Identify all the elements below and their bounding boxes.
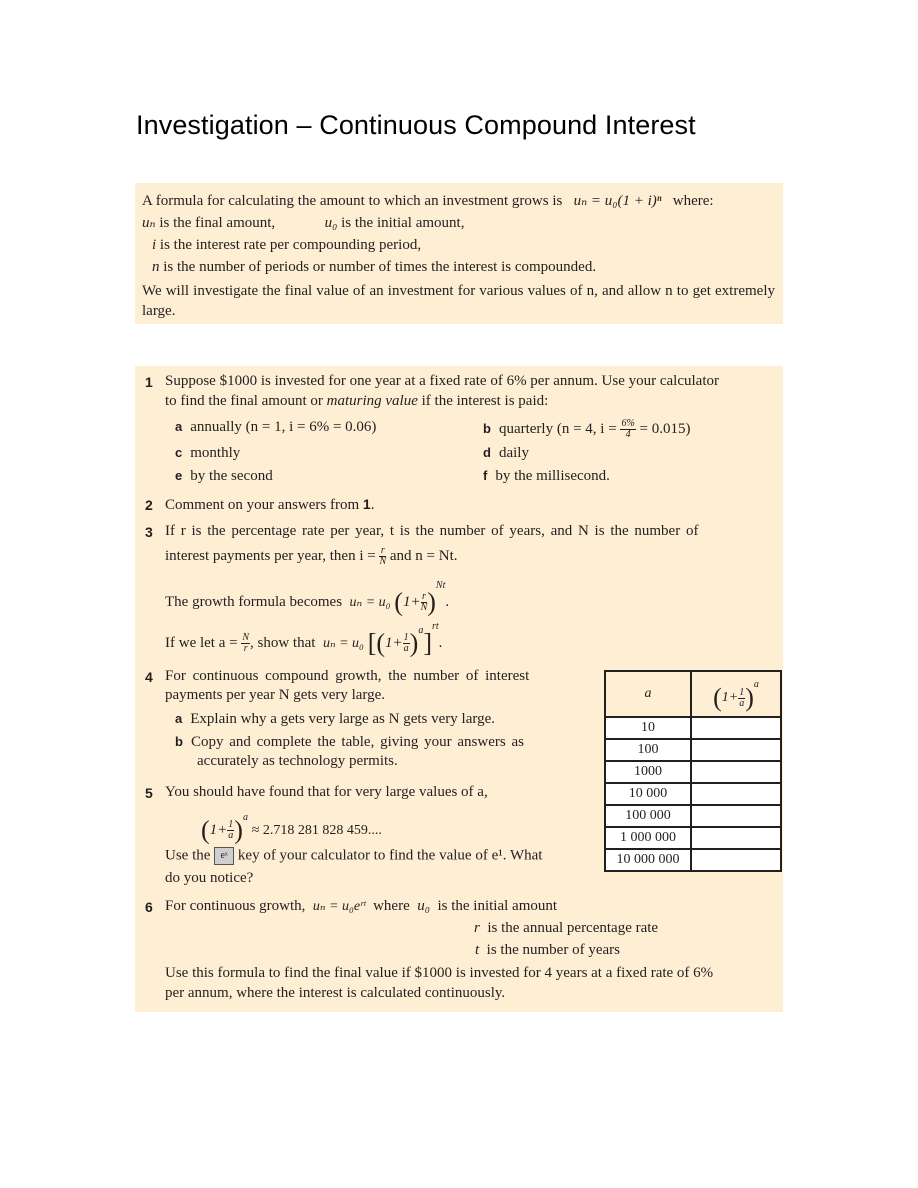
q5-approx-line: (1+ $\frac{1}{a}$ )$^a$ ≈ 2.718 281 828 459.... (201, 812, 382, 845)
table-cell-a: 10 000 000 (605, 849, 691, 871)
q5-last-line: do you notice? (165, 870, 254, 886)
table-cell-answer[interactable] (691, 761, 781, 783)
q6-u0-text: is the initial amount (437, 898, 558, 914)
q3-line2-post: and n = Nt. (389, 547, 458, 564)
questions-box (135, 366, 783, 1012)
q3-frac-den: N (379, 556, 387, 567)
q4-line1: For continuous compound growth, the number of interest (165, 668, 530, 684)
q3-line1: If r is the percentage rate per year, t is the number of years, and N is the number of (165, 523, 699, 539)
q1-line1: Suppose $1000 is invested for one year at a fixed rate of 6% per annum. Use your calculator (165, 373, 719, 389)
intro-closing: We will investigate the final value of an investment for various values of n, and allow n to get extremely large. (142, 283, 775, 319)
q6-number: 6 (145, 899, 153, 915)
q1-b-label: b (483, 420, 491, 436)
q4-b-label: b (175, 734, 183, 749)
q5-approx: ≈ 2.718 281 828 459.... (251, 823, 382, 838)
q1-d-label: d (483, 445, 491, 460)
q5-key-line (165, 847, 542, 865)
q1-part-d (483, 445, 529, 462)
q5-line1: You should have found that for very large values of a, (165, 784, 488, 800)
table-cell-a: 100 (605, 739, 691, 761)
intro-where: where: (672, 193, 714, 209)
q1-part-c (175, 445, 240, 462)
q1-b-frac-den: 4 (625, 429, 631, 440)
q4-line2: payments per year N gets very large. (165, 687, 386, 703)
table-cell-answer[interactable] (691, 849, 781, 871)
q1-part-f (483, 468, 610, 485)
table-cell-a: 100 000 (605, 805, 691, 827)
q1-part-b (483, 419, 691, 440)
q4-number: 4 (145, 669, 153, 685)
q3-fraction (379, 546, 386, 567)
q3-let-post: , show that (250, 635, 316, 651)
q1-f-label: f (483, 468, 488, 483)
table-header-row (605, 671, 781, 717)
q1-a-text: annually (n = 1, i = 6% = 0.06) (190, 419, 377, 435)
q6-r-text: is the annual percentage rate (487, 920, 659, 936)
q1-line2-b: if the interest is paid: (421, 393, 549, 409)
q3-line2-pre: interest payments per year, then i = (165, 547, 376, 564)
q6-u0-label: u₀ (417, 898, 430, 914)
page-title: Investigation – Continuous Compound Interest (136, 110, 696, 140)
q6-r-label: r (474, 920, 480, 936)
q3-let-line: If we let a = $\frac{N}{r}$ , show that uₙ = u₀ [(1+ $\frac{1}{a}$ )$^a$]$^{rt}$. (165, 621, 443, 658)
q3-growth-lhs: uₙ = u₀ (349, 595, 391, 610)
table-header-a: a (605, 671, 691, 717)
q1-line2 (165, 393, 548, 410)
q1-part-e (175, 468, 273, 485)
q5-key-pre: Use the (165, 847, 211, 864)
q6-line1 (165, 898, 557, 915)
intro-un-label: uₙ (142, 215, 156, 231)
table-row (605, 849, 781, 871)
q3-growth-text: The growth formula becomes (165, 594, 343, 610)
q4-part-b (175, 734, 524, 751)
q4-a-text: Explain why a gets very large as N gets very large. (190, 711, 496, 727)
intro-un-text: is the final amount, (159, 215, 276, 231)
table-row (605, 783, 781, 805)
q1-b-text-pre: quarterly (n = 4, i = (498, 420, 617, 437)
table-header-exp: a (753, 679, 759, 691)
q1-maturing-value: maturing value (326, 393, 418, 409)
q3-line2 (165, 546, 458, 567)
table-row (605, 739, 781, 761)
intro-u0-label: u₀ (324, 215, 338, 231)
q6-t-line (475, 942, 620, 959)
q3-let-frac-den: r (243, 643, 248, 655)
q1-e-text: by the second (190, 468, 273, 484)
q3-let-fraction (241, 633, 250, 654)
q1-a-label: a (175, 419, 183, 434)
q2-number: 2 (145, 497, 153, 513)
q1-b-text-post: = 0.015) (639, 420, 691, 437)
intro-u0-text: is the initial amount, (341, 215, 465, 231)
q3-show-exp-outer: rt (431, 621, 439, 632)
q6-line1-pre: For continuous growth, (165, 898, 306, 914)
q3-number: 3 (145, 524, 153, 540)
q1-number: 1 (145, 374, 153, 390)
q1-c-label: c (175, 445, 183, 460)
q3-frac-num: r (380, 545, 385, 556)
q6-closing1: Use this formula to find the final value if $1000 is invested for 4 years at a fixed rate of 6% (165, 965, 714, 981)
table-row (605, 761, 781, 783)
table-cell-answer[interactable] (691, 739, 781, 761)
intro-line1: A formula for calculating the amount to which an investment grows is (142, 193, 563, 209)
intro-n-text: is the number of periods or number of times the interest is compounded. (163, 259, 597, 275)
table-cell-a: 1 000 000 (605, 827, 691, 849)
table-row (605, 827, 781, 849)
q3-let-frac-num: N (242, 632, 250, 644)
q5-key-post: key of your calculator to find the value of e¹. What (237, 847, 543, 864)
table-row (605, 717, 781, 739)
q6-r-line (474, 920, 658, 937)
table-cell-a: 1000 (605, 761, 691, 783)
q1-line2-a: to find the final amount or (165, 393, 323, 409)
intro-i-label: i (152, 237, 157, 253)
table-cell-answer[interactable] (691, 805, 781, 827)
intro-n-label: n (152, 259, 160, 275)
q2-text-post: . (370, 497, 375, 513)
table-cell-a: 10 (605, 717, 691, 739)
ex-key-icon: eˣ (214, 847, 234, 865)
table-cell-answer[interactable] (691, 717, 781, 739)
q2-text-pre: Comment on your answers from (165, 497, 360, 513)
q3-growth-exponent: Nt (435, 580, 446, 591)
q4-a-label: a (175, 711, 183, 726)
q2-ref: 1 (362, 496, 371, 512)
q4-b-line1: Copy and complete the table, giving your answers as (190, 734, 524, 750)
q4-b-line2: accurately as technology permits. (197, 753, 398, 769)
q6-where: where (373, 898, 410, 914)
q1-f-text: by the millisecond. (495, 468, 610, 484)
q2-text (165, 496, 374, 514)
intro-box (135, 183, 783, 324)
table-cell-answer[interactable] (691, 783, 781, 805)
table-header-expression: (1+ $\frac{1}{a}$ )$^a$ (691, 671, 781, 717)
table-cell-answer[interactable] (691, 827, 781, 849)
q1-b-fraction (620, 419, 635, 440)
q1-part-a (175, 419, 376, 436)
q6-t-label: t (475, 942, 480, 958)
table-row (605, 805, 781, 827)
intro-formula: uₙ = u₀(1 + i)ⁿ (573, 193, 662, 209)
intro-i-text: is the interest rate per compounding period, (159, 237, 422, 253)
q1-d-text: daily (498, 445, 529, 461)
q1-c-text: monthly (190, 445, 241, 461)
q3-growth-line: The growth formula becomes uₙ = u₀ (1+ $\frac{r}{N}$ )$^{Nt}$. (165, 580, 450, 617)
q6-formula: uₙ = u₀eʳᵗ (312, 899, 366, 914)
q3-show-exp-inner: a (418, 625, 424, 636)
q6-t-text: is the number of years (486, 942, 620, 958)
values-table (604, 670, 782, 872)
q1-b-frac-num: 6% (621, 418, 635, 429)
q3-let-pre: If we let a = (165, 635, 238, 651)
q5-number: 5 (145, 785, 153, 801)
q6-closing2: per annum, where the interest is calculated continuously. (165, 985, 506, 1001)
q1-e-label: e (175, 468, 183, 483)
q4-part-a (175, 711, 495, 728)
table-cell-a: 10 000 (605, 783, 691, 805)
q3-show-lhs: uₙ = u₀ (322, 636, 364, 651)
